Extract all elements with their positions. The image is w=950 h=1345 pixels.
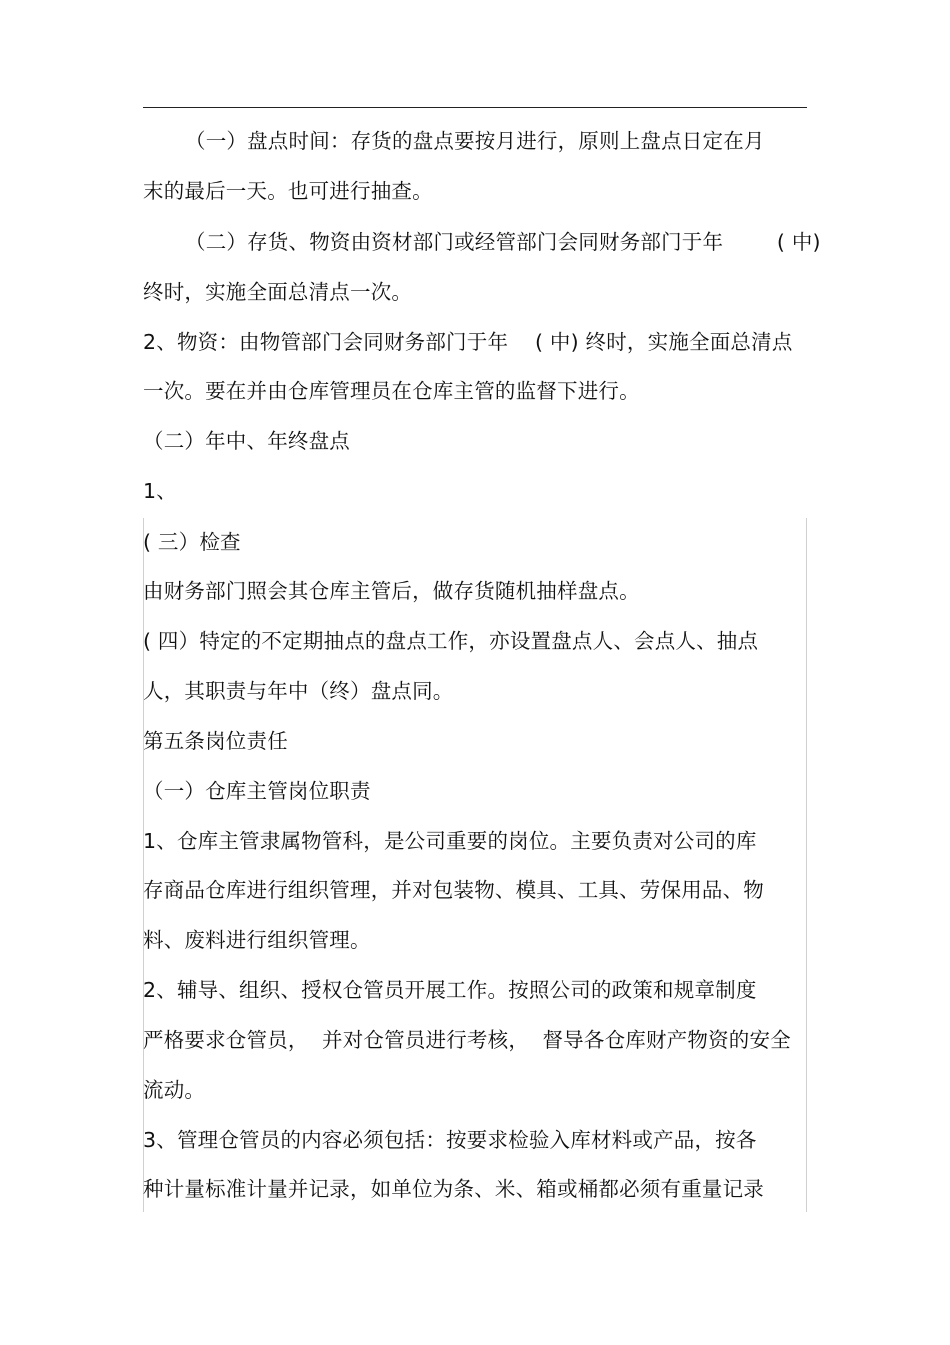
text-line: 严格要求仓管员， 并对仓管员进行考核， 督导各仓库财产物资的安全: [143, 1028, 791, 1052]
text-line: 终时，实施全面总清点一次。: [143, 280, 413, 304]
text-line: 一次。要在并由仓库管理员在仓库主管的监督下进行。: [143, 379, 640, 403]
text-line: 存商品仓库进行组织管理，并对包装物、模具、工具、劳保用品、物: [143, 878, 764, 902]
text-line: 1、: [143, 479, 177, 503]
text-line: 末的最后一天。也可进行抽查。: [143, 179, 433, 203]
text-line: 3、管理仓管员的内容必须包括：按要求检验入库材料或产品，按各: [143, 1128, 757, 1152]
text-line: 1、仓库主管隶属物管科，是公司重要的岗位。主要负责对公司的库: [143, 829, 757, 853]
text-line: 料、废料进行组织管理。: [143, 928, 371, 952]
text-line: （二）年中、年终盘点: [143, 429, 350, 453]
text-line: 种计量标准计量并记录，如单位为条、米、箱或桶都必须有重量记录: [143, 1177, 764, 1201]
text-line: 第五条岗位责任: [143, 729, 288, 753]
text-line: 人，其职责与年中（终）盘点同。: [143, 679, 454, 703]
left-margin-rule: [143, 518, 144, 1212]
text-line: 2、物资：由物管部门会同财务部门于年 ( 中) 终时，实施全面总清点: [143, 330, 793, 354]
text-line: 流动。: [143, 1078, 206, 1102]
text-line: （一）盘点时间：存货的盘点要按月进行，原则上盘点日定在月: [185, 129, 765, 153]
text-line: （二）存货、物资由资材部门或经管部门会同财务部门于年 ( 中): [185, 230, 821, 254]
text-line: 由财务部门照会其仓库主管后，做存货随机抽样盘点。: [143, 579, 640, 603]
right-margin-rule: [806, 518, 807, 1212]
text-line: ( 四）特定的不定期抽点的盘点工作，亦设置盘点人、会点人、抽点: [143, 629, 759, 653]
header-rule: [143, 107, 807, 108]
text-line: （一）仓库主管岗位职责: [143, 779, 371, 803]
text-line: ( 三）检查: [143, 530, 241, 554]
text-line: 2、辅导、组织、授权仓管员开展工作。按照公司的政策和规章制度: [143, 978, 757, 1002]
